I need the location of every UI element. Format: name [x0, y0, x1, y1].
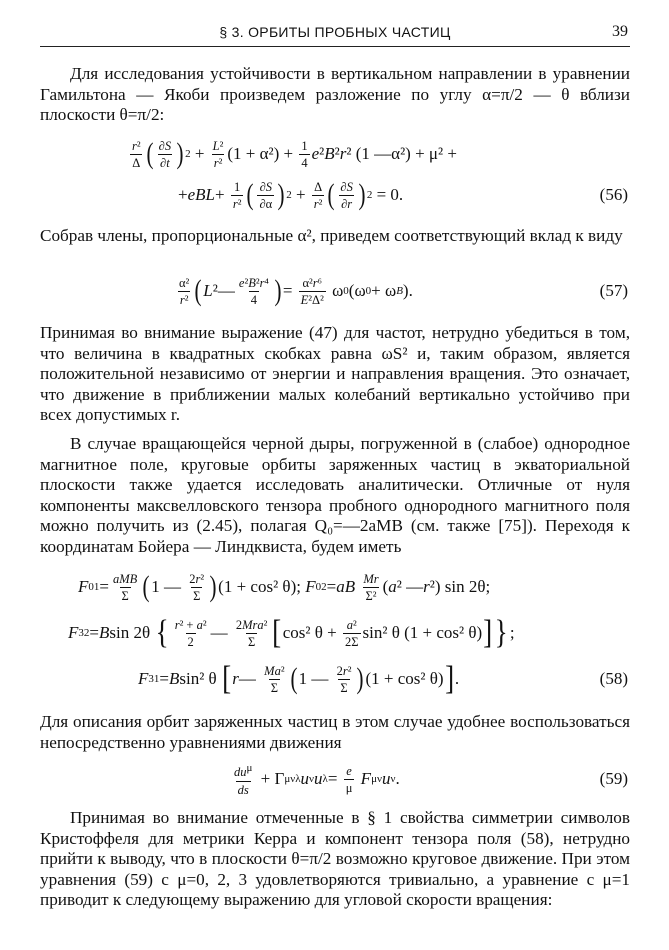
equation-57: $\frac{\text{α²}}{\text{r²}}$ ( L ²— $\frac{\text{e²B²r⁴}}{4}$ ) = $\frac{\text{α²r⁶}}{\text{E²Δ²}}$ ω 0 (ω 0 + ω B ). (57)	[179, 274, 628, 307]
equation-58-line-3: F 31 = B sin² θ [ r — $\frac{\text{Ma²}}{\Sigma}$ ( 1 — $\frac{\text{2r²}}{\Sigma}$ ) (1 + cos² θ) ] . (58)	[138, 660, 628, 697]
paragraph-1: Для исследования устойчивости в вертикальном направлении в уравнении Гамильтона — Якоби произведем разложение по углу α=π/2 — θ вблизи плоскости θ=π/2:	[40, 64, 630, 124]
equation-58-line-1: F 01 = $\frac{\text{aMB}}{\Sigma}$ ( 1 — $\frac{\text{2r²}}{\Sigma}$ ) (1 + cos² θ); F 02 = aB $\frac{Mr}{\text{Σ²}}$ ( a ² — r ²) sin 2θ;	[78, 570, 491, 603]
equation-59: $\frac{du^\mu}{ds}$ + Γ μ νλ u ν u λ = $\frac{e}{\mu}$ F μ ν u ν . (59)	[234, 762, 628, 797]
equation-number-57: (57)	[599, 281, 628, 300]
paragraph-6: Принимая во внимание отмеченные в § 1 свойства симметрии символов Кристоффеля для метрики Керра и компонент тензора поля (58), нетрудно прийти к выводу, что в плоскости θ=π/2 возможно круговое движение. При этом уравнения (59) с μ=0, 2, 3 удовлетворяются тривиально, а уравнение с μ=1 приводит к следующему выражению для угловой скорости вращения:	[40, 808, 630, 909]
page-number: 39	[612, 23, 628, 40]
paragraph-3: Принимая во внимание выражение (47) для частот, нетрудно убедиться в том, что величина в квадратных скобках равна ωS² и, таким образом, является положительной независимо от энергии и направления вращения. Это означает, что движение в приближении малых колебаний вертикально устойчиво при всех допустимых r.	[40, 323, 630, 424]
equation-56-line-1: $\frac{\text{r²}}{\Delta}$ ( $\frac{\partial S}{\partial t}$ ) 2 + $\frac{\text{L²}}{\text{r²}}$ (1 + α²) + $\frac{1}{4}$ e ² B ² r ² (1 —α²) + μ² +	[132, 137, 457, 170]
equation-number-58: (58)	[599, 669, 628, 688]
equation-58-line-2: F 32 = B sin 2θ { $\frac{\text{r² + a²}}{2}$ — $\frac{\text{2Mra²}}{\Sigma}$ [ cos² θ + $\frac{\text{a²}}{2\Sigma}$ sin² θ (1 + cos² θ) ] } ;	[68, 614, 515, 651]
paragraph-5: Для описания орбит заряженных частиц в этом случае удобнее воспользоваться непосредственно уравнениями движения	[40, 712, 630, 752]
equation-number-59: (59)	[599, 769, 628, 788]
equation-56-line-2: + eBL + $\frac{1}{\text{r²}}$ ( $\frac{\partial S}{\partial\alpha}$ ) 2 + $\frac{\Delta}{\text{r²}}$ ( $\frac{\partial S}{\partial r}$ ) 2 = 0. (56)	[178, 178, 628, 211]
running-header	[40, 22, 630, 47]
paragraph-2: Собрав члены, пропорциональные α², приведем соответствующий вклад к виду	[40, 226, 623, 245]
paragraph-4: В случае вращающейся черной дыры, погруженной в (слабое) однородное магнитное поле, круговые орбиты заряженных частиц в экваториальной плоскости также удается исследовать аналитически. Отличные от нуля компоненты максвелловского тензора пробного однородного магнитного поля можно получить из (2.45), полагая Q₀=—2aMB (см. также [75]). Переходя к координатам Бойера — Линдквиста, будем иметь	[40, 434, 630, 556]
equation-number-56: (56)	[599, 185, 628, 204]
running-title: § 3. ОРБИТЫ ПРОБНЫХ ЧАСТИЦ	[219, 24, 451, 40]
